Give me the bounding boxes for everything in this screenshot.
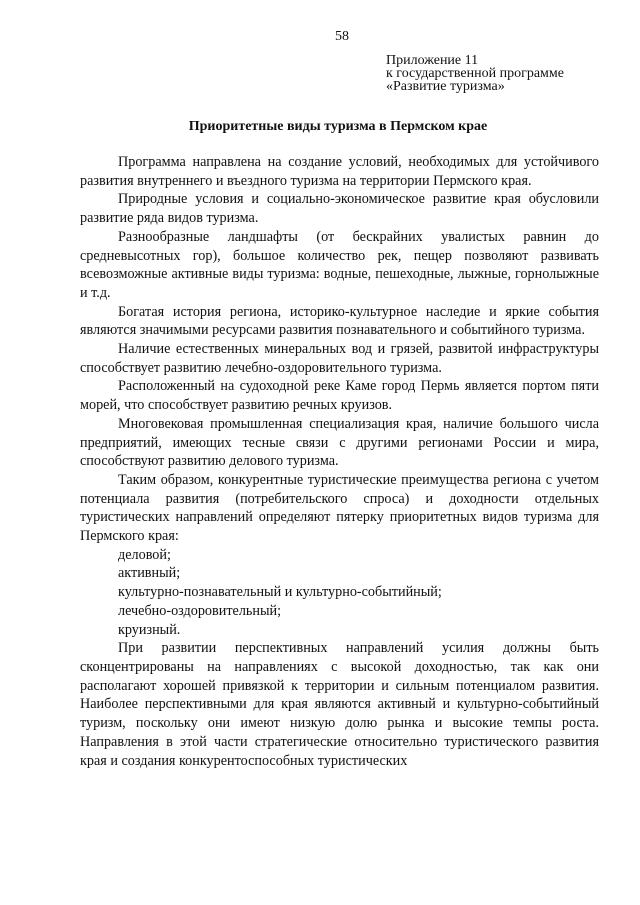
paragraph-6: Расположенный на судоходной реке Каме город Пермь является портом пяти морей, что способствует развитию речных круизов. (80, 378, 599, 414)
appendix-header (386, 54, 564, 93)
paragraph-5: Наличие естественных минеральных вод и грязей, развитой инфраструктуры способствует развитию лечебно-оздоровительного туризма. (80, 341, 599, 376)
paragraph-7: Многовековая промышленная специализация края, наличие большого числа предприятий, имеющих тесные связи с другими регионами России и мира, способствуют развитию делового туризма. (80, 415, 599, 470)
paragraph-1: Программа направлена на создание условий, необходимых для устойчивого развития внутреннего и въездного туризма на территории Пермского края. (80, 154, 599, 189)
paragraph-2: Природные условия и социально-экономическое развитие края обусловили развитие ряда видов туризма. (80, 191, 599, 227)
paragraph-8: Таким образом, конкурентные туристические преимущества региона с учетом потенциала развития (потребительского спроса) и доходности отдельных туристических направлений определяют пятерку приоритетных видов туризма для Пермского края: (80, 471, 599, 545)
document-body (80, 153, 599, 770)
list-item-cultural: культурно-познавательный и культурно-событийный; (118, 584, 442, 601)
paragraph-3: Разнообразные ландшафты (от бескрайних увалистых равнин до средневысотных гор), большое количество рек, пещер позволяют развивать всевозможные активные виды туризма: водные, пешеходные, лыжные, горнолыжные и т.д. (80, 228, 599, 301)
document-title: Приоритетные виды туризма в Пермском крае (188, 119, 488, 134)
list-item-active: активный; (118, 565, 181, 582)
list-item-business: деловой; (118, 546, 171, 563)
appendix-line-1: Приложение 11 (386, 53, 479, 68)
paragraph-4: Богатая история региона, историко-культурное наследие и яркие события являются значимыми ресурсами развития познавательного и событийного туризма. (80, 303, 599, 339)
list-item-cruise: круизный. (118, 621, 181, 638)
appendix-line-3: «Развитие туризма» (386, 79, 505, 94)
page-number: 58 (335, 29, 349, 44)
list-item-health: лечебно-оздоровительный; (118, 602, 282, 619)
paragraph-final: При развитии перспективных направлений усилия должны быть сконцентрированы на направлениях с высокой доходностью, так как они располагают хорошей привязкой к территории и сильным потенциалом развития. Наиболее перспективными для края являются активный и культурно-событийный туризм, поскольку они имеют низкую долю рынка и высокие темпы роста. Направления в этой части стратегические относительно туристического развития края и создания конкурентоспособных туристических (80, 640, 599, 769)
appendix-line-2: к государственной программе (386, 66, 564, 81)
